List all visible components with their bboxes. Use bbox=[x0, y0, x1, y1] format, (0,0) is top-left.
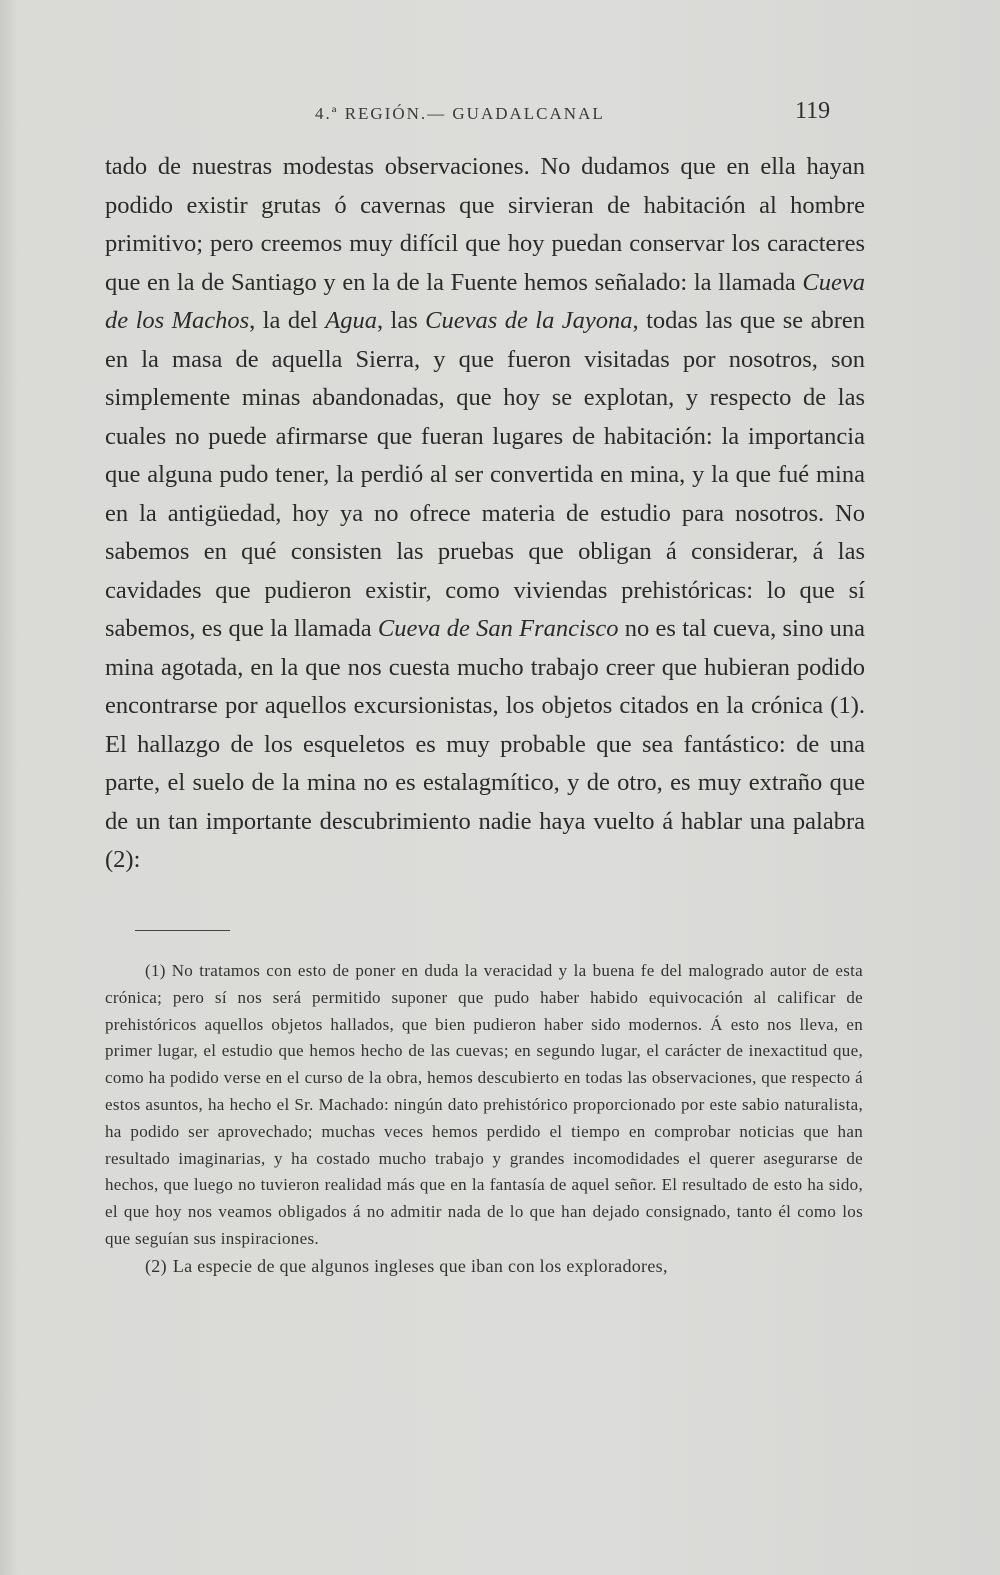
italic-cave-name: Agua bbox=[325, 307, 377, 334]
footnote-marker: (1) bbox=[145, 961, 166, 980]
text-segment: , todas las que se abren en la masa de aquella Sierra, y que fueron visitadas por nosotros, son simplemente minas abandonadas, que hoy se explotan, y respecto de las cuales no puede afirmarse que fueran lugares de habitación: la importancia que alguna pudo tener, la perdió al ser convertida en mina, y la que fué mina en la antigüedad, hoy ya no ofrece materia de estudio para nosotros. No sabemos en qué consisten las pruebas que obligan á considerar, á las cavidades que pudieron existir, como viviendas prehistóricas: lo que sí sabemos, es que la llamada bbox=[105, 307, 865, 642]
footnote-1 bbox=[105, 958, 863, 1253]
footnote-2 bbox=[105, 1253, 863, 1280]
main-paragraph bbox=[105, 148, 865, 880]
main-text bbox=[105, 148, 865, 880]
text-segment: , la del bbox=[249, 307, 326, 334]
running-head: 4.ª REGIÓN.— GUADALCANAL bbox=[315, 104, 605, 123]
text-segment: no es tal cueva, sino una mina agotada, en la que nos cuesta mucho trabajo creer que hubieran podido encontrarse por aquellos excursionistas, los objetos citados en la crónica (1). El hallazgo de los esqueletos es muy probable que sea fantástico: de una parte, el suelo de la mina no es estalagmítico, y de otro, es muy extraño que de un tan importante descubrimiento nadie haya vuelto á hablar una palabra (2): bbox=[105, 615, 865, 873]
italic-cave-name: Cueva de los Machos bbox=[105, 268, 865, 334]
text-segment: tado de nuestras modestas observaciones. No dudamos que en ella hayan podido existir grutas ó cavernas que sirvieran de habitación al hombre primitivo; pero creemos muy difícil que hoy puedan conservar los caracteres que en la de Santiago y en la de la Fuente hemos señalado: la llamada bbox=[105, 153, 865, 296]
footnote-marker: (2) bbox=[145, 1255, 167, 1276]
footnote-text: No tratamos con esto de poner en duda la veracidad y la buena fe del malogrado autor de esta crónica; pero sí nos será permitido suponer que pudo haber habido equivocación al calificar de prehistóricos aquellos objetos hallados, que bien pudieron haber sido modernos. Á esto nos lleva, en primer lugar, el estudio que hemos hecho de las cuevas; en segundo lugar, el carácter de inexactitud que, como ha podido verse en el curso de la obra, hemos descubierto en todas las observaciones, que respecto á estos asuntos, ha hecho el Sr. Machado: ningún dato prehistórico proporcionado por este sabio naturalista, ha podido ser aprovechado; muchas veces hemos perdido el tiempo en comprobar noticias que han resultado imaginarias, y ha costado mucho trabajo y grandes incomodidades el querer asegurarse de hechos, que luego no tuvieron realidad más que en la fantasía de aquel señor. El resultado de esto ha sido, el que hoy nos veamos obligados á no admitir nada de lo que han dejado consignado, tanto él como los que seguían sus inspiraciones. bbox=[105, 961, 863, 1248]
italic-cave-name: Cuevas de la Jayona bbox=[425, 307, 633, 334]
footnote-text: La especie de que algunos ingleses que iban con los exploradores, bbox=[172, 1255, 668, 1276]
italic-cave-name: Cueva de San Francisco bbox=[377, 615, 619, 642]
page-header bbox=[0, 98, 1000, 138]
page-number: 119 bbox=[795, 98, 831, 124]
text-segment: , las bbox=[376, 307, 426, 334]
footnote-divider bbox=[135, 930, 230, 931]
footnotes bbox=[105, 958, 863, 1280]
